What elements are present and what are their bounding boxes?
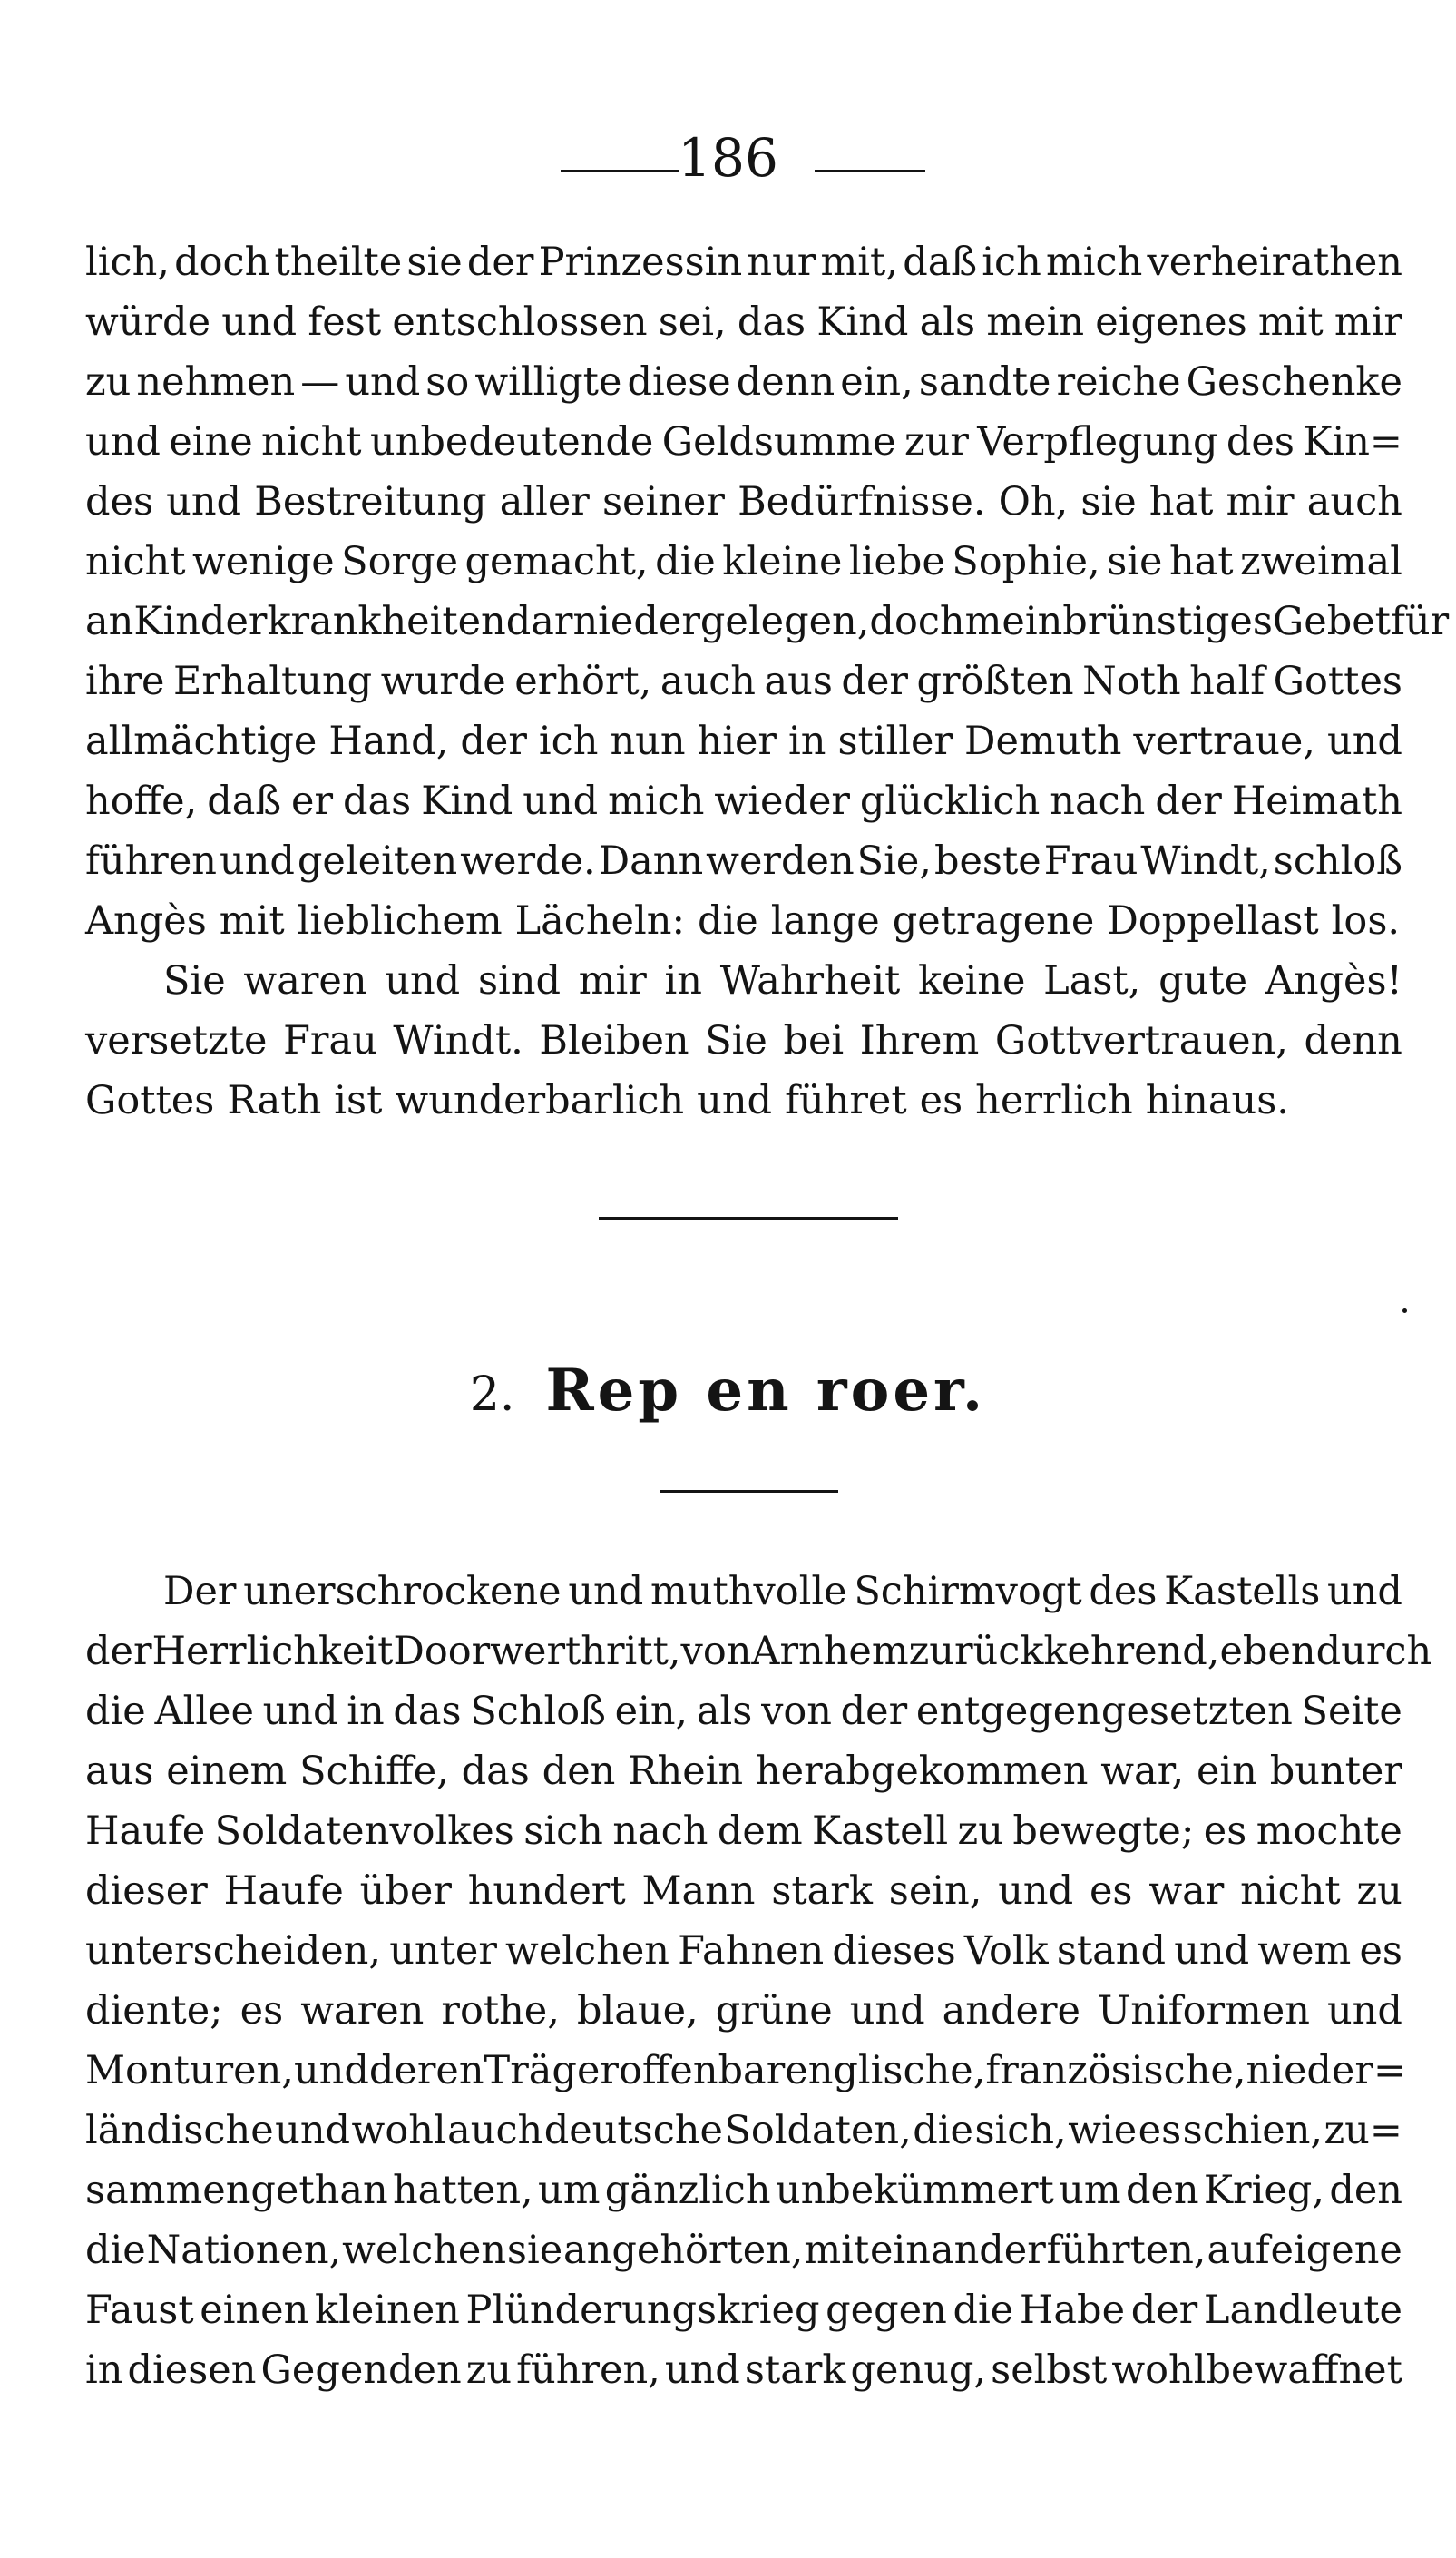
- ink-speck: [1402, 1308, 1407, 1313]
- section-divider-bottom: [660, 1490, 838, 1493]
- text-line: führen und geleiten werde. Dann werden Sie, beste Frau Windt, schloß: [85, 838, 1402, 884]
- text-line: Angès mit lieblichem Lächeln: die lange getragene Doppellast los.: [85, 898, 1401, 944]
- text-line: der Herrlichkeit Doorwerth ritt, von Arnhem zurückkehrend, eben durch: [85, 1629, 1432, 1674]
- text-line: Der unerschrockene und muthvolle Schirmvogt des Kastells und: [163, 1569, 1402, 1614]
- text-line: hoffe, daß er das Kind und mich wieder glücklich nach der Heimath: [85, 779, 1402, 824]
- text-line: die Nationen, welchen sie angehörten, mit einander führten, auf eigene: [85, 2228, 1402, 2273]
- text-line: Haufe Soldatenvolkes sich nach dem Kastell zu bewegte; es mochte: [85, 1808, 1402, 1854]
- text-line: an Kinderkrankheiten darniedergelegen, doch mein brünstiges Gebet für: [85, 599, 1450, 644]
- section-heading: [0, 1357, 1456, 1425]
- text-line: Sie waren und sind mir in Wahrheit keine Last, gute Angès!: [163, 958, 1402, 1004]
- text-line: in diesen Gegenden zu führen, und stark genug, selbst wohlbewaffnet: [85, 2347, 1402, 2393]
- text-line: unterscheiden, unter welchen Fahnen dieses Volk stand und wem es: [85, 1928, 1402, 1974]
- section-title: Rep en roer.: [545, 1357, 987, 1425]
- text-line: Gottes Rath ist wunderbarlich und führet es herrlich hinaus.: [85, 1078, 1289, 1123]
- text-line: nicht wenige Sorge gemacht, die kleine liebe Sophie, sie hat zweimal: [85, 539, 1402, 584]
- text-line: diente; es waren rothe, blaue, grüne und andere Uniformen und: [85, 1988, 1402, 2034]
- text-line: ländische und wohl auch deutsche Soldaten, die sich, wie es schien, zu=: [85, 2108, 1402, 2153]
- section-number: 2.: [469, 1367, 515, 1422]
- page-number-rule-right: [815, 170, 925, 172]
- text-line: dieser Haufe über hundert Mann stark sein, und es war nicht zu: [85, 1868, 1402, 1914]
- text-line: ihre Erhaltung wurde erhört, auch aus der größten Noth half Gottes: [85, 659, 1402, 704]
- text-line: zu nehmen — und so willigte diese denn ein, sandte reiche Geschenke: [85, 359, 1402, 405]
- section-divider-top: [599, 1217, 898, 1220]
- text-line: versetzte Frau Windt. Bleiben Sie bei Ihrem Gottvertrauen, denn: [85, 1018, 1402, 1063]
- text-line: allmächtige Hand, der ich nun hier in stiller Demuth vertraue, und: [85, 719, 1402, 764]
- text-line: des und Bestreitung aller seiner Bedürfnisse. Oh, sie hat mir auch: [85, 479, 1402, 524]
- text-line: Monturen, und deren Träger offenbar englische, französische, nieder=: [85, 2048, 1406, 2093]
- text-line: lich, doch theilte sie der Prinzessin nur mit, daß ich mich verheirathen: [85, 240, 1402, 285]
- text-line: würde und fest entschlossen sei, das Kind als mein eigenes mit mir: [85, 299, 1402, 345]
- page-number: 186: [678, 127, 778, 189]
- text-line: aus einem Schiffe, das den Rhein herabgekommen war, ein bunter: [85, 1749, 1402, 1794]
- text-line: die Allee und in das Schloß ein, als von der entgegengesetzten Seite: [85, 1689, 1402, 1734]
- text-line: sammengethan hatten, um gänzlich unbekümmert um den Krieg, den: [85, 2168, 1402, 2213]
- text-line: Faust einen kleinen Plünderungskrieg gegen die Habe der Landleute: [85, 2288, 1402, 2333]
- text-line: und eine nicht unbedeutende Geldsumme zur Verpflegung des Kin=: [85, 419, 1402, 465]
